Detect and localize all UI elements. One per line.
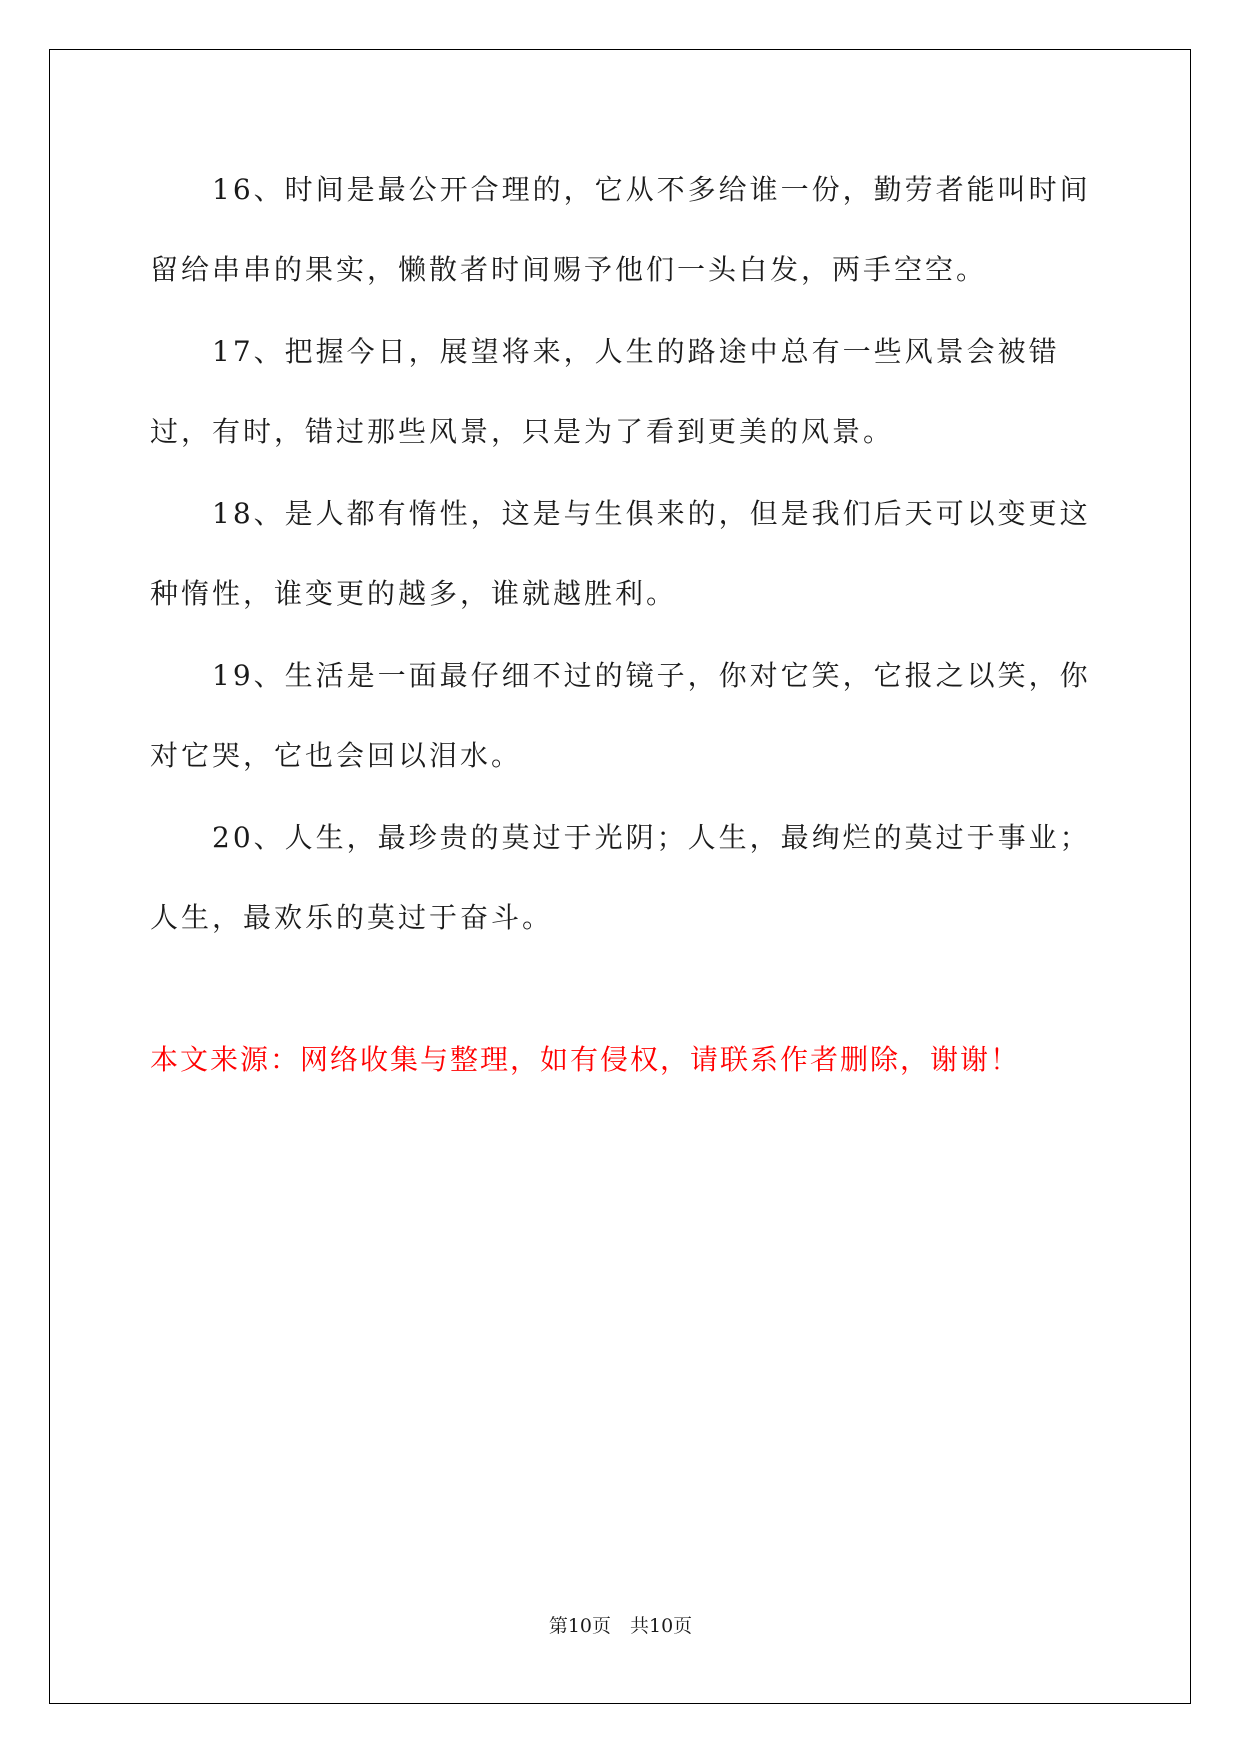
- paragraph-20: 20、人生，最珍贵的莫过于光阴；人生，最绚烂的莫过于事业；人生，最欢乐的莫过于奋斗。: [150, 821, 1091, 934]
- paragraph-18: 18、是人都有惰性，这是与生俱来的，但是我们后天可以变更这种惰性，谁变更的越多，谁就越胜利。: [150, 497, 1091, 610]
- paragraph-19: 19、生活是一面最仔细不过的镜子，你对它笑，它报之以笑，你对它哭，它也会回以泪水。: [150, 659, 1091, 772]
- paragraph-16: 16、时间是最公开合理的，它从不多给谁一份，勤劳者能叫时间留给串串的果实，懒散者时间赐予他们一头白发，两手空空。: [150, 173, 1091, 286]
- paragraph-17: 17、把握今日，展望将来，人生的路途中总有一些风景会被错过，有时，错过那些风景，只是为了看到更美的风景。: [150, 335, 1060, 448]
- source-note: 本文来源：网络收集与整理，如有侵权，请联系作者删除，谢谢！: [150, 1043, 1021, 1076]
- page-footer: 第10页 共10页: [548, 1615, 693, 1637]
